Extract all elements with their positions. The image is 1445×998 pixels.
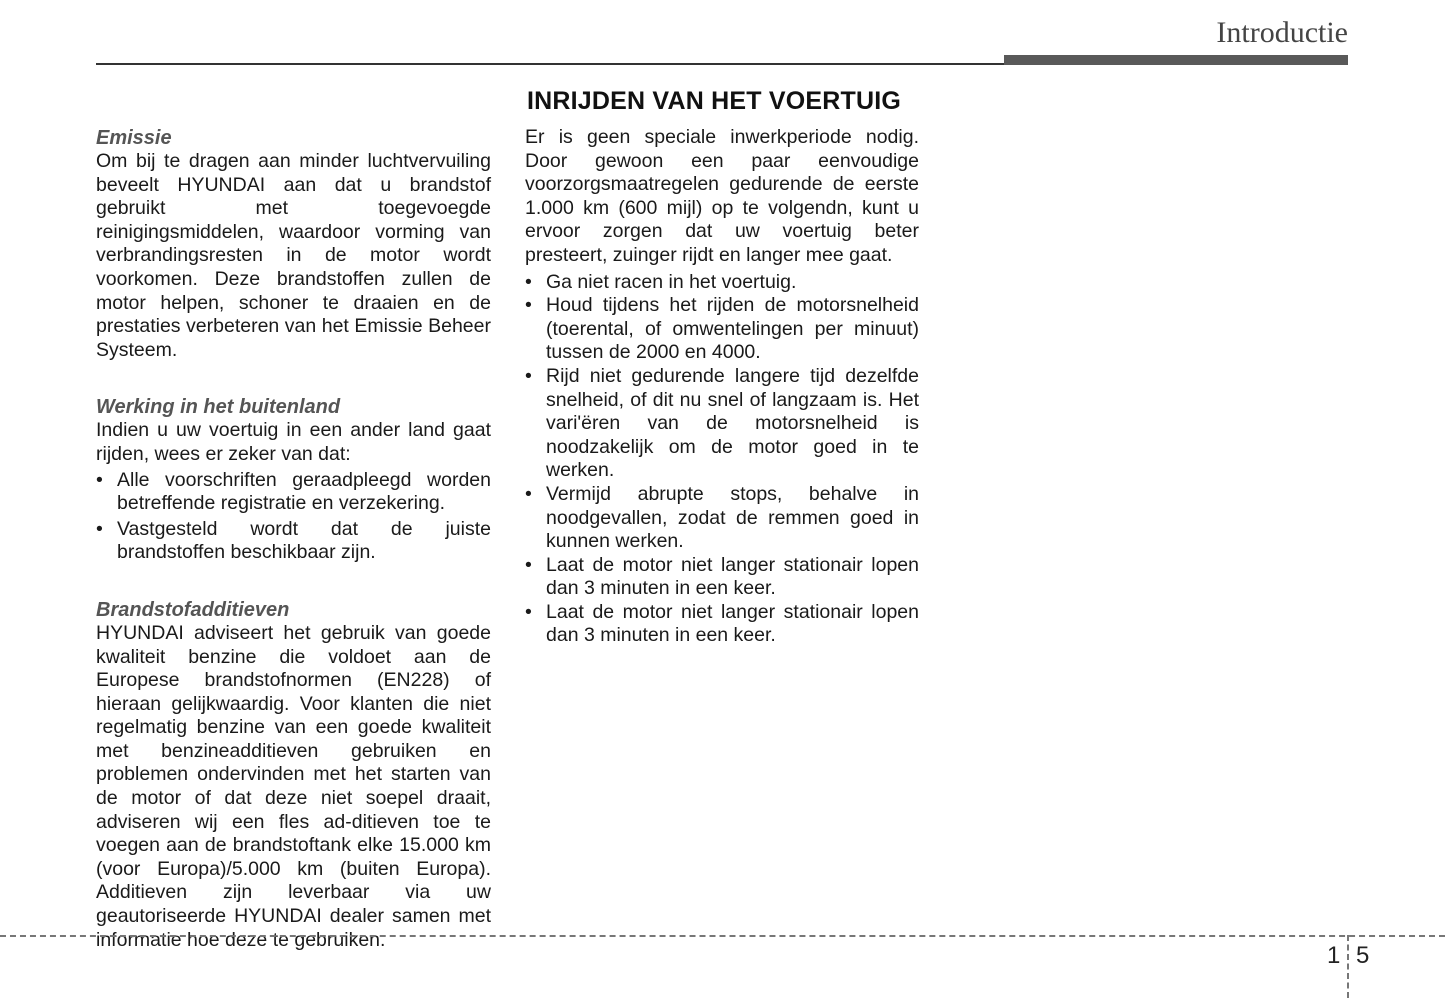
bullet-icon: • bbox=[96, 468, 103, 491]
list-item: • Rijd niet gedurende langere tijd dezelfde snelheid, of dit nu snel of langzaam is. Het vari'ëren van de motorsnelheid is noodzakelijk om de motor goed in te werken. bbox=[525, 364, 919, 482]
page-title: INRIJDEN VAN HET VOERTUIG bbox=[527, 87, 902, 115]
bullet-icon: • bbox=[525, 364, 532, 387]
emissie-heading: Emissie bbox=[96, 127, 172, 149]
emissie-text: Om bij te dragen aan minder luchtvervuiling beveelt HYUNDAI aan dat u brandstof gebruikt met toegevoegde reinigingsmiddelen, waardoor vorming van verbrandingsresten in de motor wordt voorkomen. Deze brandstoffen zullen de motor helpen, schoner te draaien en de prestaties verbeteren van het Emissie Beheer Systeem. bbox=[96, 150, 491, 361]
inrijden-intro: Er is geen speciale inwerkperiode nodig. Door gewoon een paar eenvoudige voorzorgsmaatregelen gedurende de eerste 1.000 km (600 mijl) op te volgendn, kunt u ervoor zorgen dat uw voertuig beter presteert, zuinger rijdt en langer mee gaat. bbox=[525, 126, 919, 266]
left-column bbox=[96, 126, 491, 952]
list-item: • Vermijd abrupte stops, behalve in noodgevallen, zodat de remmen goed in kunnen werken. bbox=[525, 482, 919, 553]
bullet-icon: • bbox=[525, 482, 532, 505]
buitenland-list bbox=[96, 469, 491, 565]
page-number-divider bbox=[1347, 935, 1349, 998]
footer-divider bbox=[0, 935, 1445, 937]
right-column bbox=[525, 126, 919, 648]
additieven-heading: Brandstofadditieven bbox=[96, 598, 290, 621]
page-number: 5 bbox=[1356, 942, 1370, 969]
list-item: • Laat de motor niet langer stationair lopen dan 3 minuten in een keer. bbox=[525, 600, 919, 647]
additieven-text: HYUNDAI adviseert het gebruik van goede kwaliteit benzine die voldoet aan de Europese brandstofnormen (EN228) of hieraan gelijkwaardig. Voor klanten die niet regelmatig benzine van een goede kwaliteit met benzineadditieven gebruiken en problemen ondervinden met het starten van de motor of dat deze niet soepel draait, adviseren wij een fles ad-ditieven toe te voegen aan de brandstoftank elke 15.000 km (voor Europa)/5.000 km (buiten Europa). Additieven zijn leverbaar via uw geautoriseerde HYUNDAI dealer samen met informatie hoe deze te gebruiken. bbox=[96, 621, 491, 951]
header-rule bbox=[96, 63, 1006, 65]
list-item: • Ga niet racen in het voertuig. bbox=[525, 270, 797, 293]
bullet-icon: • bbox=[525, 270, 532, 293]
buitenland-heading: Werking in het buitenland bbox=[96, 396, 341, 419]
header-tab-bar bbox=[1004, 55, 1348, 65]
bullet-icon: • bbox=[525, 553, 532, 576]
list-item: • Houd tijdens het rijden de motorsnelheid (toerental, of omwentelingen per minuut) tussen de 2000 en 4000. bbox=[525, 294, 919, 364]
bullet-icon: • bbox=[96, 517, 103, 540]
section-title: Introductie bbox=[1216, 16, 1348, 49]
bullet-icon: • bbox=[525, 294, 532, 317]
list-item: • Alle voorschriften geraadpleegd worden betreffende registratie en verzekering. bbox=[96, 468, 491, 515]
buitenland-intro: Indien u uw voertuig in een ander land gaat rijden, wees er zeker van dat: bbox=[96, 419, 491, 465]
list-item: • Laat de motor niet langer stationair lopen dan 3 minuten in een keer. bbox=[525, 553, 919, 600]
chapter-number: 1 bbox=[1327, 942, 1341, 969]
inrijden-list bbox=[525, 271, 919, 649]
list-item: • Vastgesteld wordt dat de juiste brandstoffen beschikbaar zijn. bbox=[96, 517, 491, 564]
bullet-icon: • bbox=[525, 600, 532, 623]
